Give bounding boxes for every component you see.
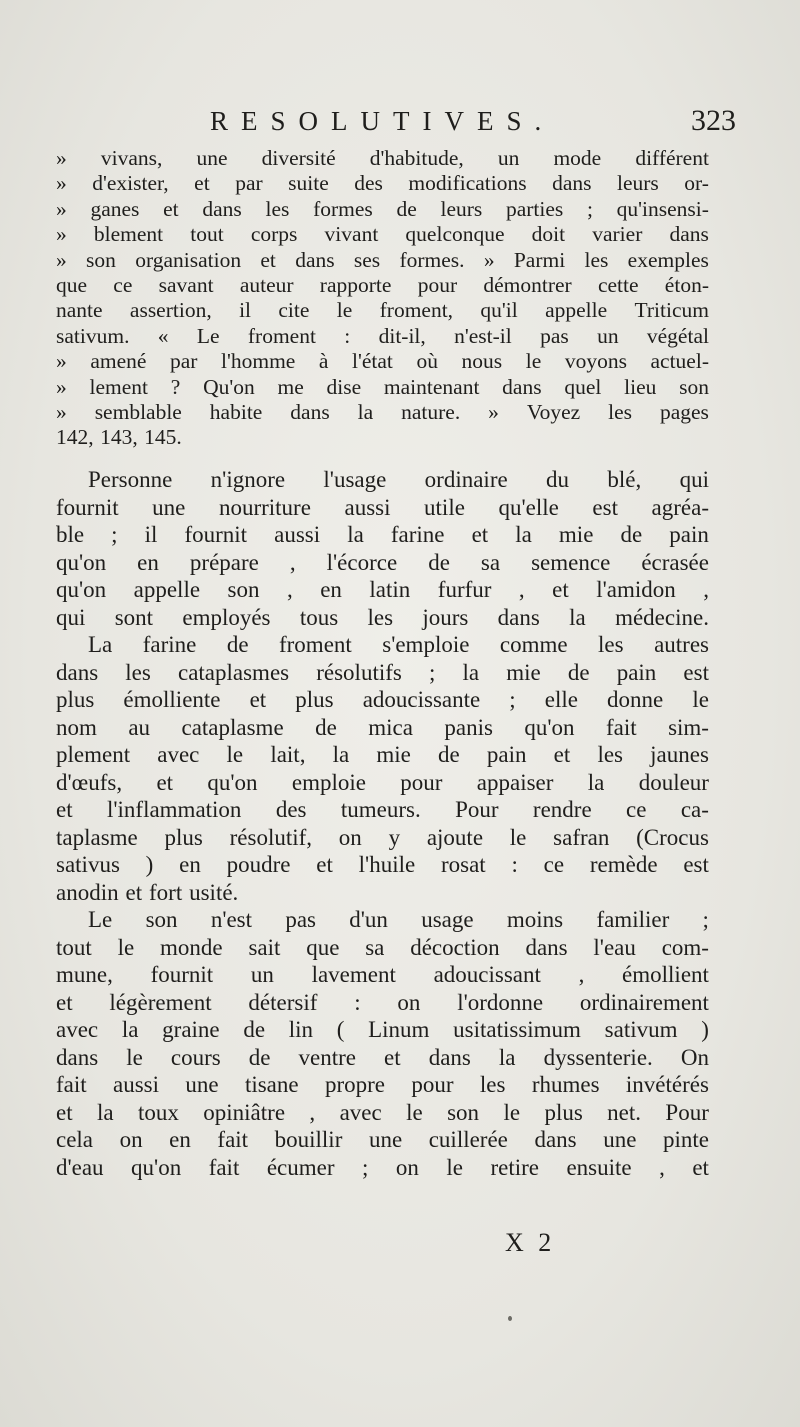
paragraph-line: anodin et fort usité. xyxy=(56,879,239,905)
paragraph-line: mune, fournit un lavement adoucissant , émollient xyxy=(56,962,709,987)
signature-mark: X 2 xyxy=(505,1228,556,1257)
quote-line: que ce savant auteur rapporte pour démontrer cette éton- xyxy=(56,272,709,297)
paragraph-line: fait aussi une tisane propre pour les rhumes invétérés xyxy=(56,1072,709,1097)
paragraph-line: tout le monde sait que sa décoction dans l'eau com- xyxy=(56,934,709,960)
paragraph-line: et légèrement détersif : on l'ordonne ordinairement xyxy=(56,989,709,1015)
quotation-block xyxy=(56,146,709,451)
quote-line: » ganes et dans les formes de leurs parties ; qu'insensi- xyxy=(56,196,709,221)
quote-line: » vivans, une diversité d'habitude, un mode différent xyxy=(56,146,709,170)
paragraph-line: taplasme plus résolutif, on y ajoute le safran (Crocus xyxy=(56,824,709,850)
paragraph-line: nom au cataplasme de mica panis qu'on fait sim- xyxy=(56,714,709,740)
quote-line: nante assertion, il cite le froment, qu'il appelle Triticum xyxy=(56,298,709,323)
paragraph-line: Personne n'ignore l'usage ordinaire du blé, qui xyxy=(88,467,709,492)
paragraph-line: avec la graine de lin ( Linum usitatissimum sativum ) xyxy=(56,1017,709,1042)
paragraph-line: dans le cours de ventre et dans la dyssenterie. On xyxy=(56,1044,709,1070)
ink-speck xyxy=(508,1316,512,1321)
paragraph-line: qu'on en prépare , l'écorce de sa semence écrasée xyxy=(56,549,709,575)
paragraph-line: d'eau qu'on fait écumer ; on le retire ensuite , et xyxy=(56,1154,709,1180)
paragraph-line: ble ; il fournit aussi la farine et la mie de pain xyxy=(56,522,709,547)
paragraph-line: dans les cataplasmes résolutifs ; la mie de pain est xyxy=(56,659,709,685)
paragraph-line: La farine de froment s'emploie comme les autres xyxy=(88,632,709,657)
paragraph-line: qu'on appelle son , en latin furfur , et l'amidon , xyxy=(56,577,709,602)
paragraph-line: Le son n'est pas d'un usage moins familier ; xyxy=(88,907,709,932)
quote-line: » amené par l'homme à l'état où nous le voyons actuel- xyxy=(56,349,709,374)
quote-line: » semblable habite dans la nature. » Voyez les pages xyxy=(56,399,709,424)
paragraph-line: qui sont employés tous les jours dans la médecine. xyxy=(56,604,709,630)
quote-line: » blement tout corps vivant quelconque doit varier dans xyxy=(56,222,709,247)
page-header xyxy=(60,104,736,144)
body-text xyxy=(56,466,709,1181)
paragraph-line: plement avec le lait, la mie de pain et les jaunes xyxy=(56,742,709,767)
paragraph-line: fournit une nourriture aussi utile qu'elle est agréa- xyxy=(56,494,709,520)
paragraph-line: d'œufs, et qu'on emploie pour appaiser la douleur xyxy=(56,769,709,795)
page-number: 323 xyxy=(691,104,736,137)
quote-line: » d'exister, et par suite des modifications dans leurs or- xyxy=(56,171,709,196)
quote-line: » son organisation et dans ses formes. » Parmi les exemples xyxy=(56,247,709,272)
paragraph-line: cela on en fait bouillir une cuillerée dans une pinte xyxy=(56,1127,709,1152)
quote-line: » lement ? Qu'on me dise maintenant dans quel lieu son xyxy=(56,374,709,399)
paragraph-line: sativus ) en poudre et l'huile rosat : ce remède est xyxy=(56,852,709,877)
running-head: RESOLUTIVES. xyxy=(210,106,555,136)
quote-line: 142, 143, 145. xyxy=(56,425,182,450)
paragraph-line: plus émolliente et plus adoucissante ; elle donne le xyxy=(56,687,709,712)
paragraph-line: et l'inflammation des tumeurs. Pour rendre ce ca- xyxy=(56,797,709,822)
paragraph-line: et la toux opiniâtre , avec le son le plus net. Pour xyxy=(56,1099,709,1125)
quote-line: sativum. « Le froment : dit-il, n'est-il pas un végétal xyxy=(56,323,709,348)
